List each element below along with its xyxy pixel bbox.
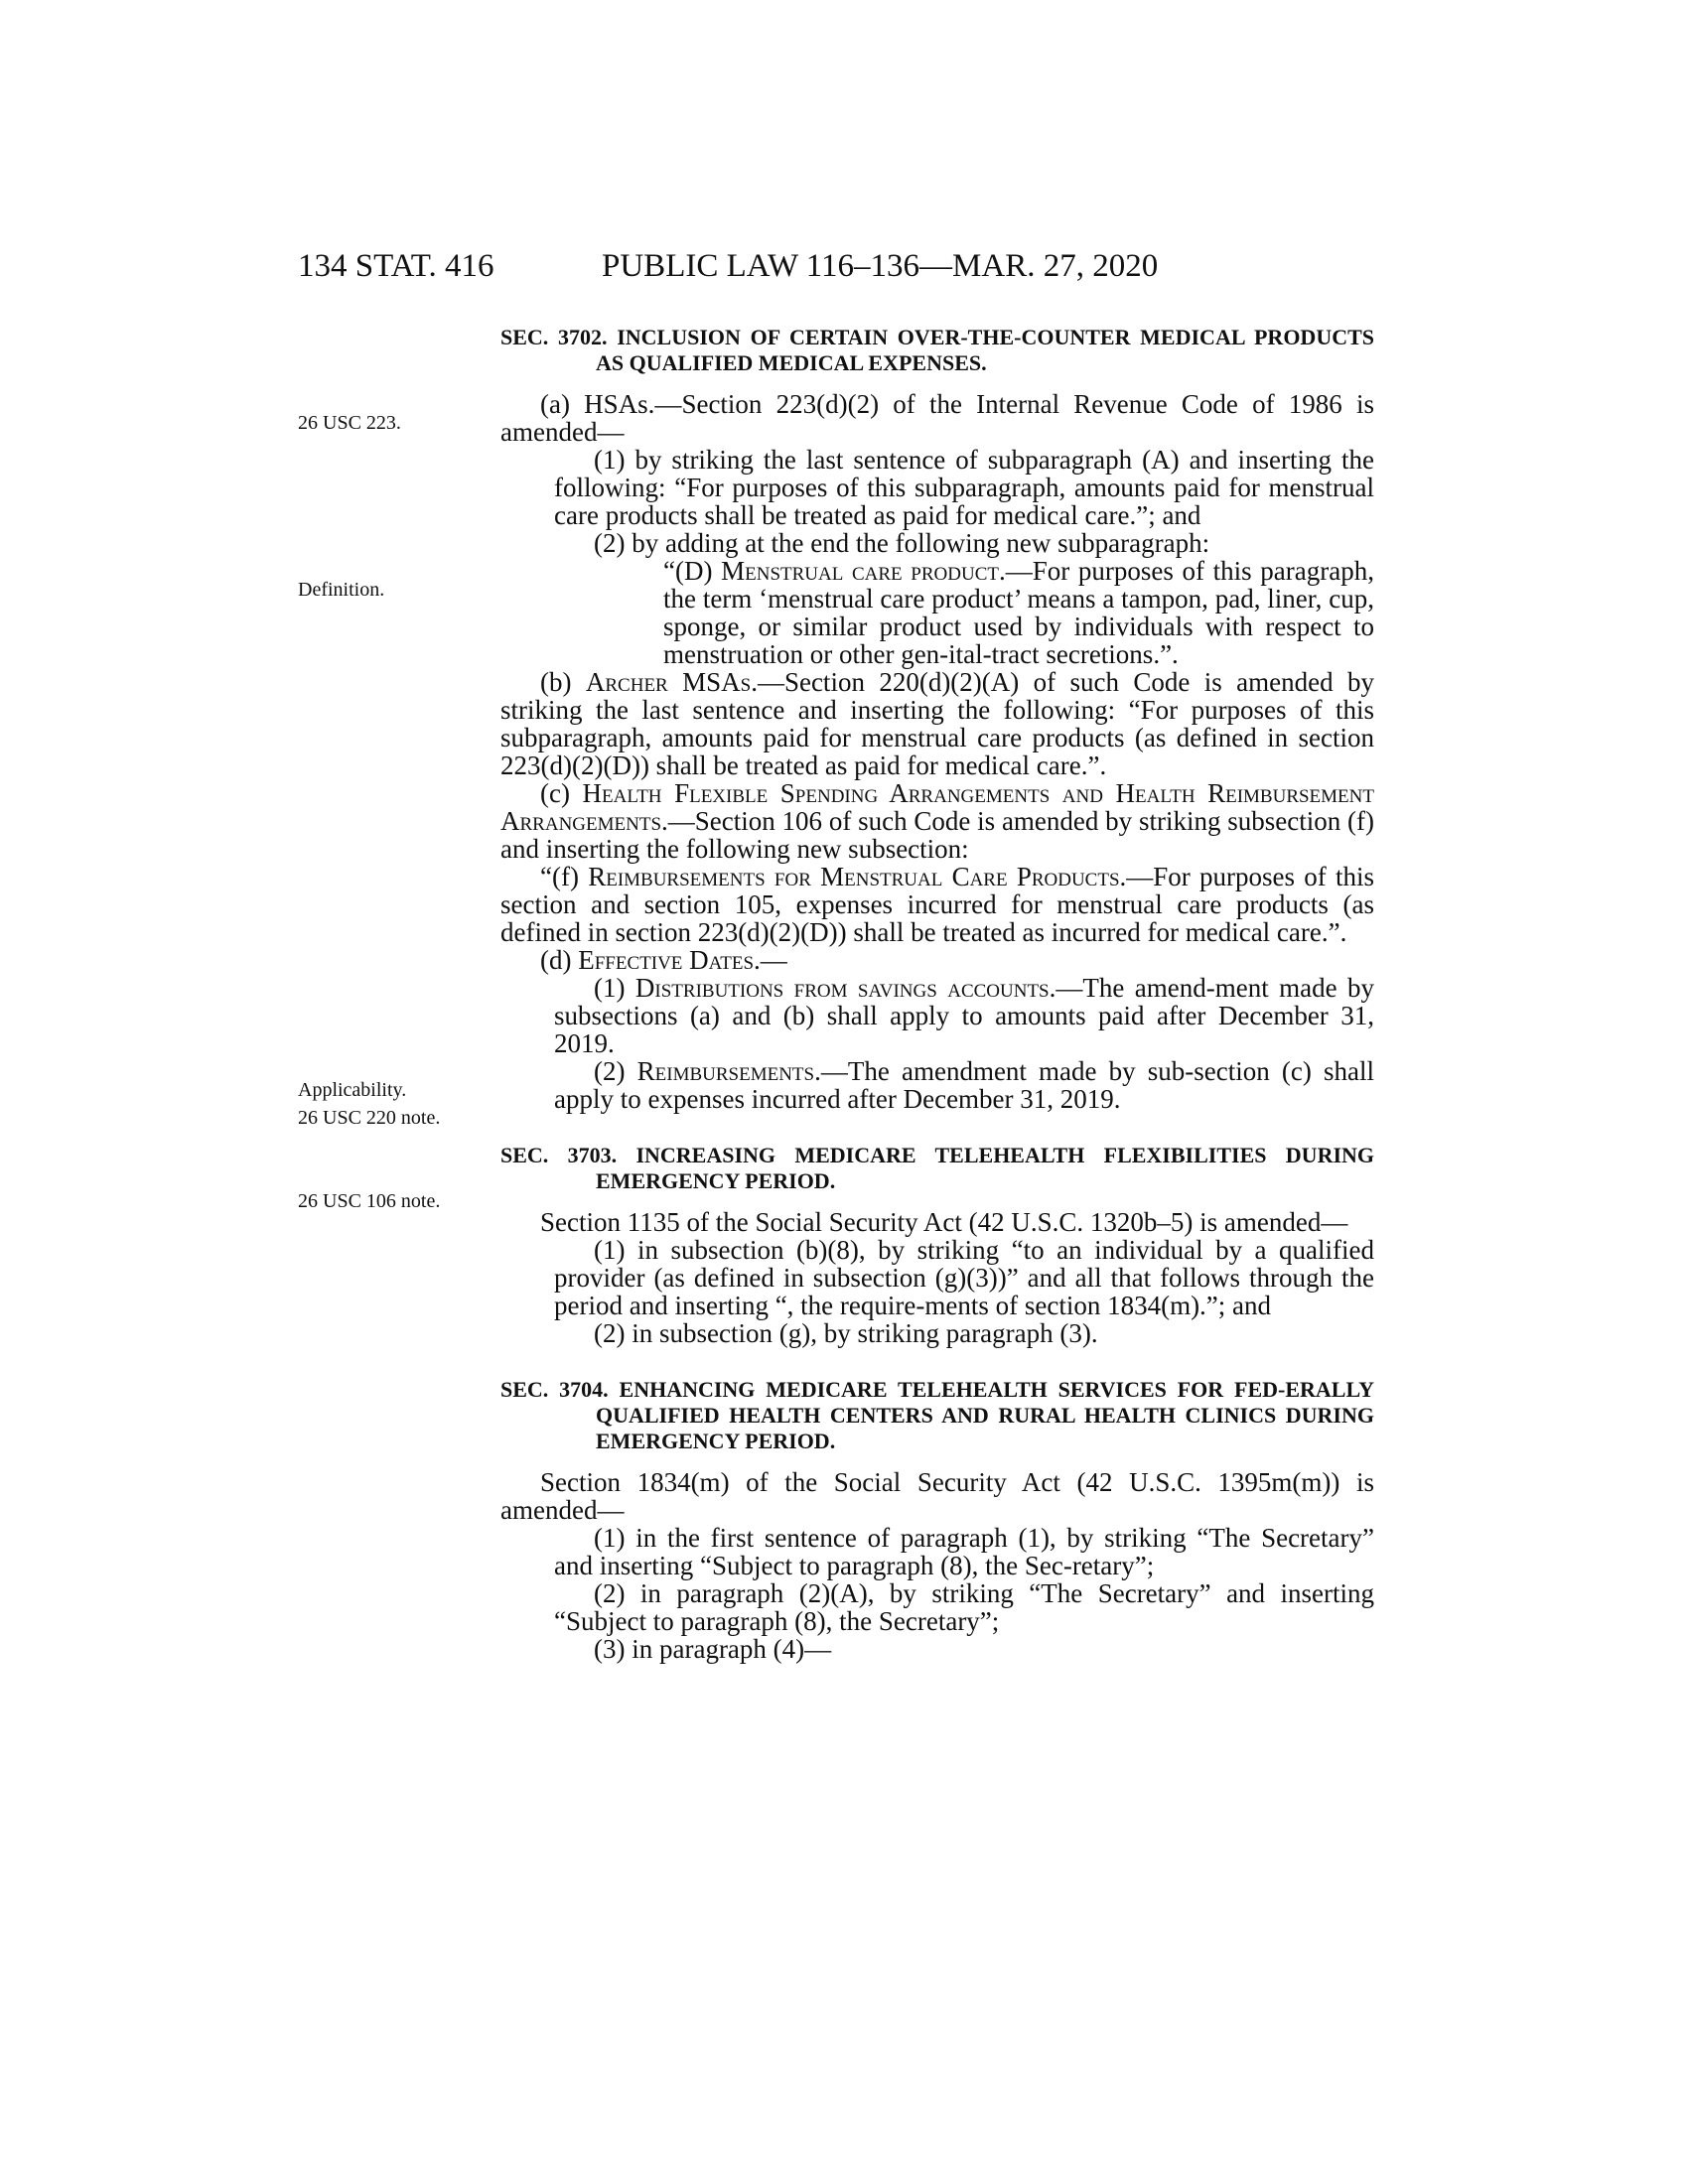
subsection-text: —Section 220(d)(2)(A) of such Code is amended by striking the last sentence and inserting the following: “For purposes of this subparagraph, amounts paid for menstrual care products (as defined in section 223(d)(2)(D)) shall be treated as paid for medical care.”. [500,667,1375,780]
subsection-prefix: (d) [540,945,579,975]
section-number: SEC. 3703. [500,1143,618,1167]
paragraph-a2: (2) by adding at the end the following new subparagraph: [594,528,1210,558]
section-3703-heading [500,1143,1374,1194]
subsection-c-health-flexible-spending [500,779,1374,863]
subsection-text: —Section 223(d)(2) of the Internal Revenue Code of 1986 is amended— [500,389,1374,447]
section-3704-paragraph-1: (1) in the first sentence of paragraph (1), by striking “The Secretary” and inserting “Subject to paragraph (8), the Sec-retary”; [554,1523,1374,1580]
paragraph-label: Reimbursements. [636,1056,821,1086]
section-3704-heading [500,1377,1374,1454]
subsection-prefix: (b) [540,667,586,697]
section-title: INCREASING MEDICARE TELEHEALTH FLEXIBILITIES DURING EMERGENCY PERIOD. [596,1143,1375,1193]
section-3703-paragraph-2: (2) in subsection (g), by striking paragraph (3). [594,1318,1098,1348]
stat-page-reference: 134 STAT. 416 [298,248,494,284]
section-3703-paragraph-1: (1) in subsection (b)(8), by striking “to an individual by a qualified provider (as defined in subsection (g)(3))” and all that follows through the period and inserting “, the require-ments of section 1834(m).”; and [554,1235,1374,1320]
margin-note-definition: Definition. [298,579,385,601]
margin-note-26-usc-220-note: 26 USC 220 note. [298,1107,441,1129]
margin-note-26-usc-223: 26 USC 223. [298,412,401,434]
section-title: ENHANCING MEDICARE TELEHEALTH SERVICES FOR FED-ERALLY QUALIFIED HEALTH CENTERS AND RURAL HEALTH CLINICS DURING EMERGENCY PERIOD. [596,1377,1375,1453]
section-3704-paragraph-3: (3) in paragraph (4)— [594,1634,832,1664]
subsection-prefix: “(f) [540,862,589,891]
margin-note-applicability: Applicability. [298,1079,407,1101]
section-title: INCLUSION OF CERTAIN OVER-THE-COUNTER MEDICAL PRODUCTS AS QUALIFIED MEDICAL EXPENSES. [596,325,1374,375]
subsection-label: (a) HSAs. [540,389,655,419]
paragraph-prefix: (2) [594,1056,637,1086]
paragraph-label: Distributions from savings accounts. [634,973,1056,1003]
paragraph-text: —The amend-ment made by subsections (a) and (b) shall apply to amounts paid after December 31, 2019. [554,973,1374,1058]
section-3702-heading [500,325,1374,376]
section-3704-intro: Section 1834(m) of the Social Security Act (42 U.S.C. 1395m(m)) is amended— [500,1467,1374,1525]
subsection-label: Reimbursements for Menstrual Care Products. [588,862,1127,891]
paragraph-a1: (1) by striking the last sentence of subparagraph (A) and inserting the following: “For purposes of this subparagraph, amounts paid for menstrual care products shall be treated as paid for medical care.”; and [554,445,1374,530]
subparagraph-d-menstrual-care-product [500,557,1374,668]
paragraph-prefix: (1) [594,973,635,1003]
subsection-d-effective-dates [500,946,1374,974]
subparagraph-text: —For purposes of this paragraph, the term ‘menstrual care product’ means a tampon, pad, liner, cup, sponge, or similar product used by individuals with respect to menstruation or other gen-ital-tract secretions.”. [663,556,1374,669]
paragraph-d1 [500,974,1374,1057]
subsection-prefix: (c) [540,778,583,808]
public-law-title: PUBLIC LAW 116–136—MAR. 27, 2020 [602,248,1159,284]
document-body [500,325,1374,1663]
paragraph-d2 [500,1057,1374,1113]
section-number: SEC. 3702. [500,325,608,349]
subsection-label: Archer MSAs. [585,667,758,697]
subsection-label: Effective Dates. [578,945,761,975]
subsection-text: — [760,945,787,975]
subsection-b-archer-msas [500,668,1374,779]
subsection-a-hsas [500,390,1374,446]
subparagraph-label: “(D) Menstrual care product. [663,556,1006,586]
section-number: SEC. 3704. [500,1377,609,1402]
subsection-text: —For purposes of this section and section 105, expenses incurred for menstrual care products (as defined in section 223(d)(2)(D)) shall be treated as incurred for medical care.”. [500,862,1374,947]
section-3704-paragraph-2: (2) in paragraph (2)(A), by striking “The Secretary” and inserting “Subject to paragraph (8), the Secretary”; [554,1578,1374,1636]
section-3703-intro: Section 1135 of the Social Security Act (42 U.S.C. 1320b–5) is amended— [540,1207,1348,1237]
margin-note-26-usc-106-note: 26 USC 106 note. [298,1190,441,1212]
subsection-text: —Section 106 of such Code is amended by striking subsection (f) and inserting the following new subsection: [500,806,1374,864]
paragraph-text: —The amendment made by sub-section (c) shall apply to expenses incurred after December 31, 2019. [554,1056,1375,1114]
new-subsection-f [500,863,1374,946]
subsection-label: Health Flexible Spending Arrangements and Health Reimbursement Arrangements. [500,778,1374,836]
